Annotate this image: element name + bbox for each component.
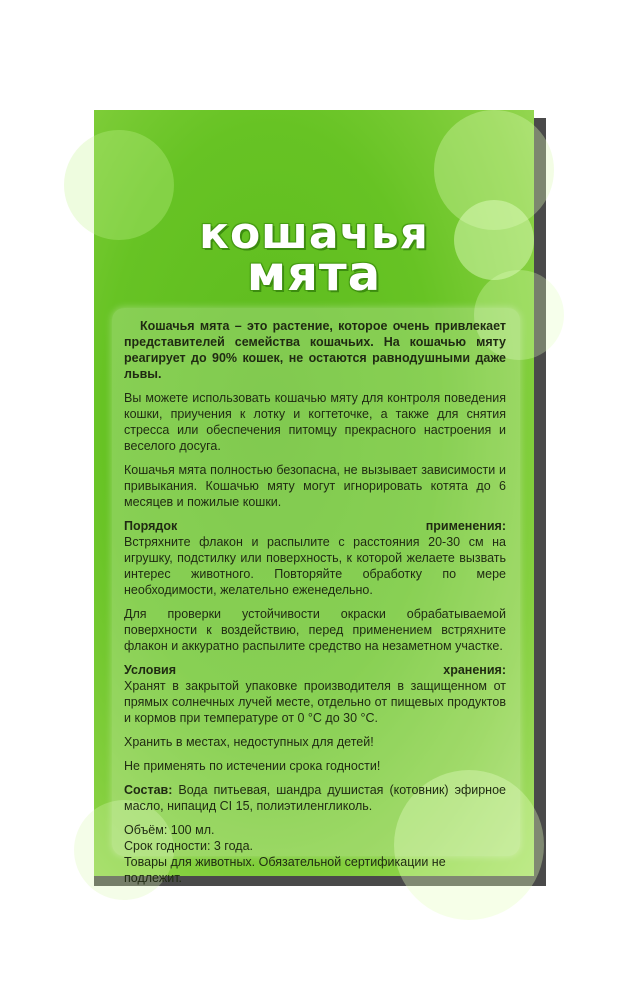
usage-benefits-paragraph: Вы можете использовать кошачью мяту для контроля поведения кошки, приучения к лотку и когтеточке, а также для снятия стресса или обеспечения питомцу прекрасного настроения и веселого досуга. <box>124 391 506 453</box>
usage-note: Для проверки устойчивости окраски обрабатываемой поверхности к воздействию, перед применением встряхните флакон и аккуратно распылите средство на незаметном участке. <box>124 607 506 653</box>
package-shadow-right <box>532 118 546 886</box>
product-title-line2: мята <box>246 246 382 302</box>
storage-heading-right: хранения: <box>443 663 506 677</box>
product-title-line1: кошачья <box>199 208 429 259</box>
certification-note: Товары для животных. Обязательной сертификации не подлежит. <box>124 855 446 885</box>
shelf-life: Срок годности: 3 года. <box>124 839 253 853</box>
storage-heading-left: Условия <box>124 663 177 677</box>
storage-instructions: Хранят в закрытой упаковке производителя в защищенном от прямых солнечных лучей месте, отдельно от пищевых продуктов и кормов при температуре от 0 °C до 30 °C. <box>124 679 506 725</box>
composition <box>124 782 506 814</box>
usage-heading-left: Порядок <box>124 519 178 533</box>
usage-heading-right: применения: <box>425 519 506 533</box>
usage-instructions: Встряхните флакон и распылите с расстояния 20-30 см на игрушку, подстилку или поверхность, к которой желаете вызвать интерес животного. Повторяйте обработку по мере необходимости, желательно еженедельно. <box>124 535 506 597</box>
usage-heading <box>124 518 506 534</box>
composition-text: Вода питьевая, шандра душистая (котовник) эфирное масло, нипацид CI 15, полиэтиленгликоль. <box>124 783 506 813</box>
storage-heading <box>124 662 506 678</box>
label-text-block <box>124 318 506 886</box>
package-label <box>94 110 534 885</box>
safety-paragraph: Кошачья мята полностью безопасна, не вызывает зависимости и привыкания. Кошачью мяту могут игнорировать котята до 6 месяцев и пожилые кошки. <box>124 463 506 509</box>
volume: Объём: 100 мл. <box>124 823 215 837</box>
intro-paragraph: Кошачья мята – это растение, которое очень привлекает представителей семейства кошачьих. На кошачью мяту реагирует до 90% кошек, не остаются равнодушными даже львы. <box>124 319 506 381</box>
storage-warning-expiry: Не применять по истечении срока годности! <box>124 759 381 773</box>
composition-label: Состав: <box>124 783 173 797</box>
storage-warning-children: Хранить в местах, недоступных для детей! <box>124 735 374 749</box>
